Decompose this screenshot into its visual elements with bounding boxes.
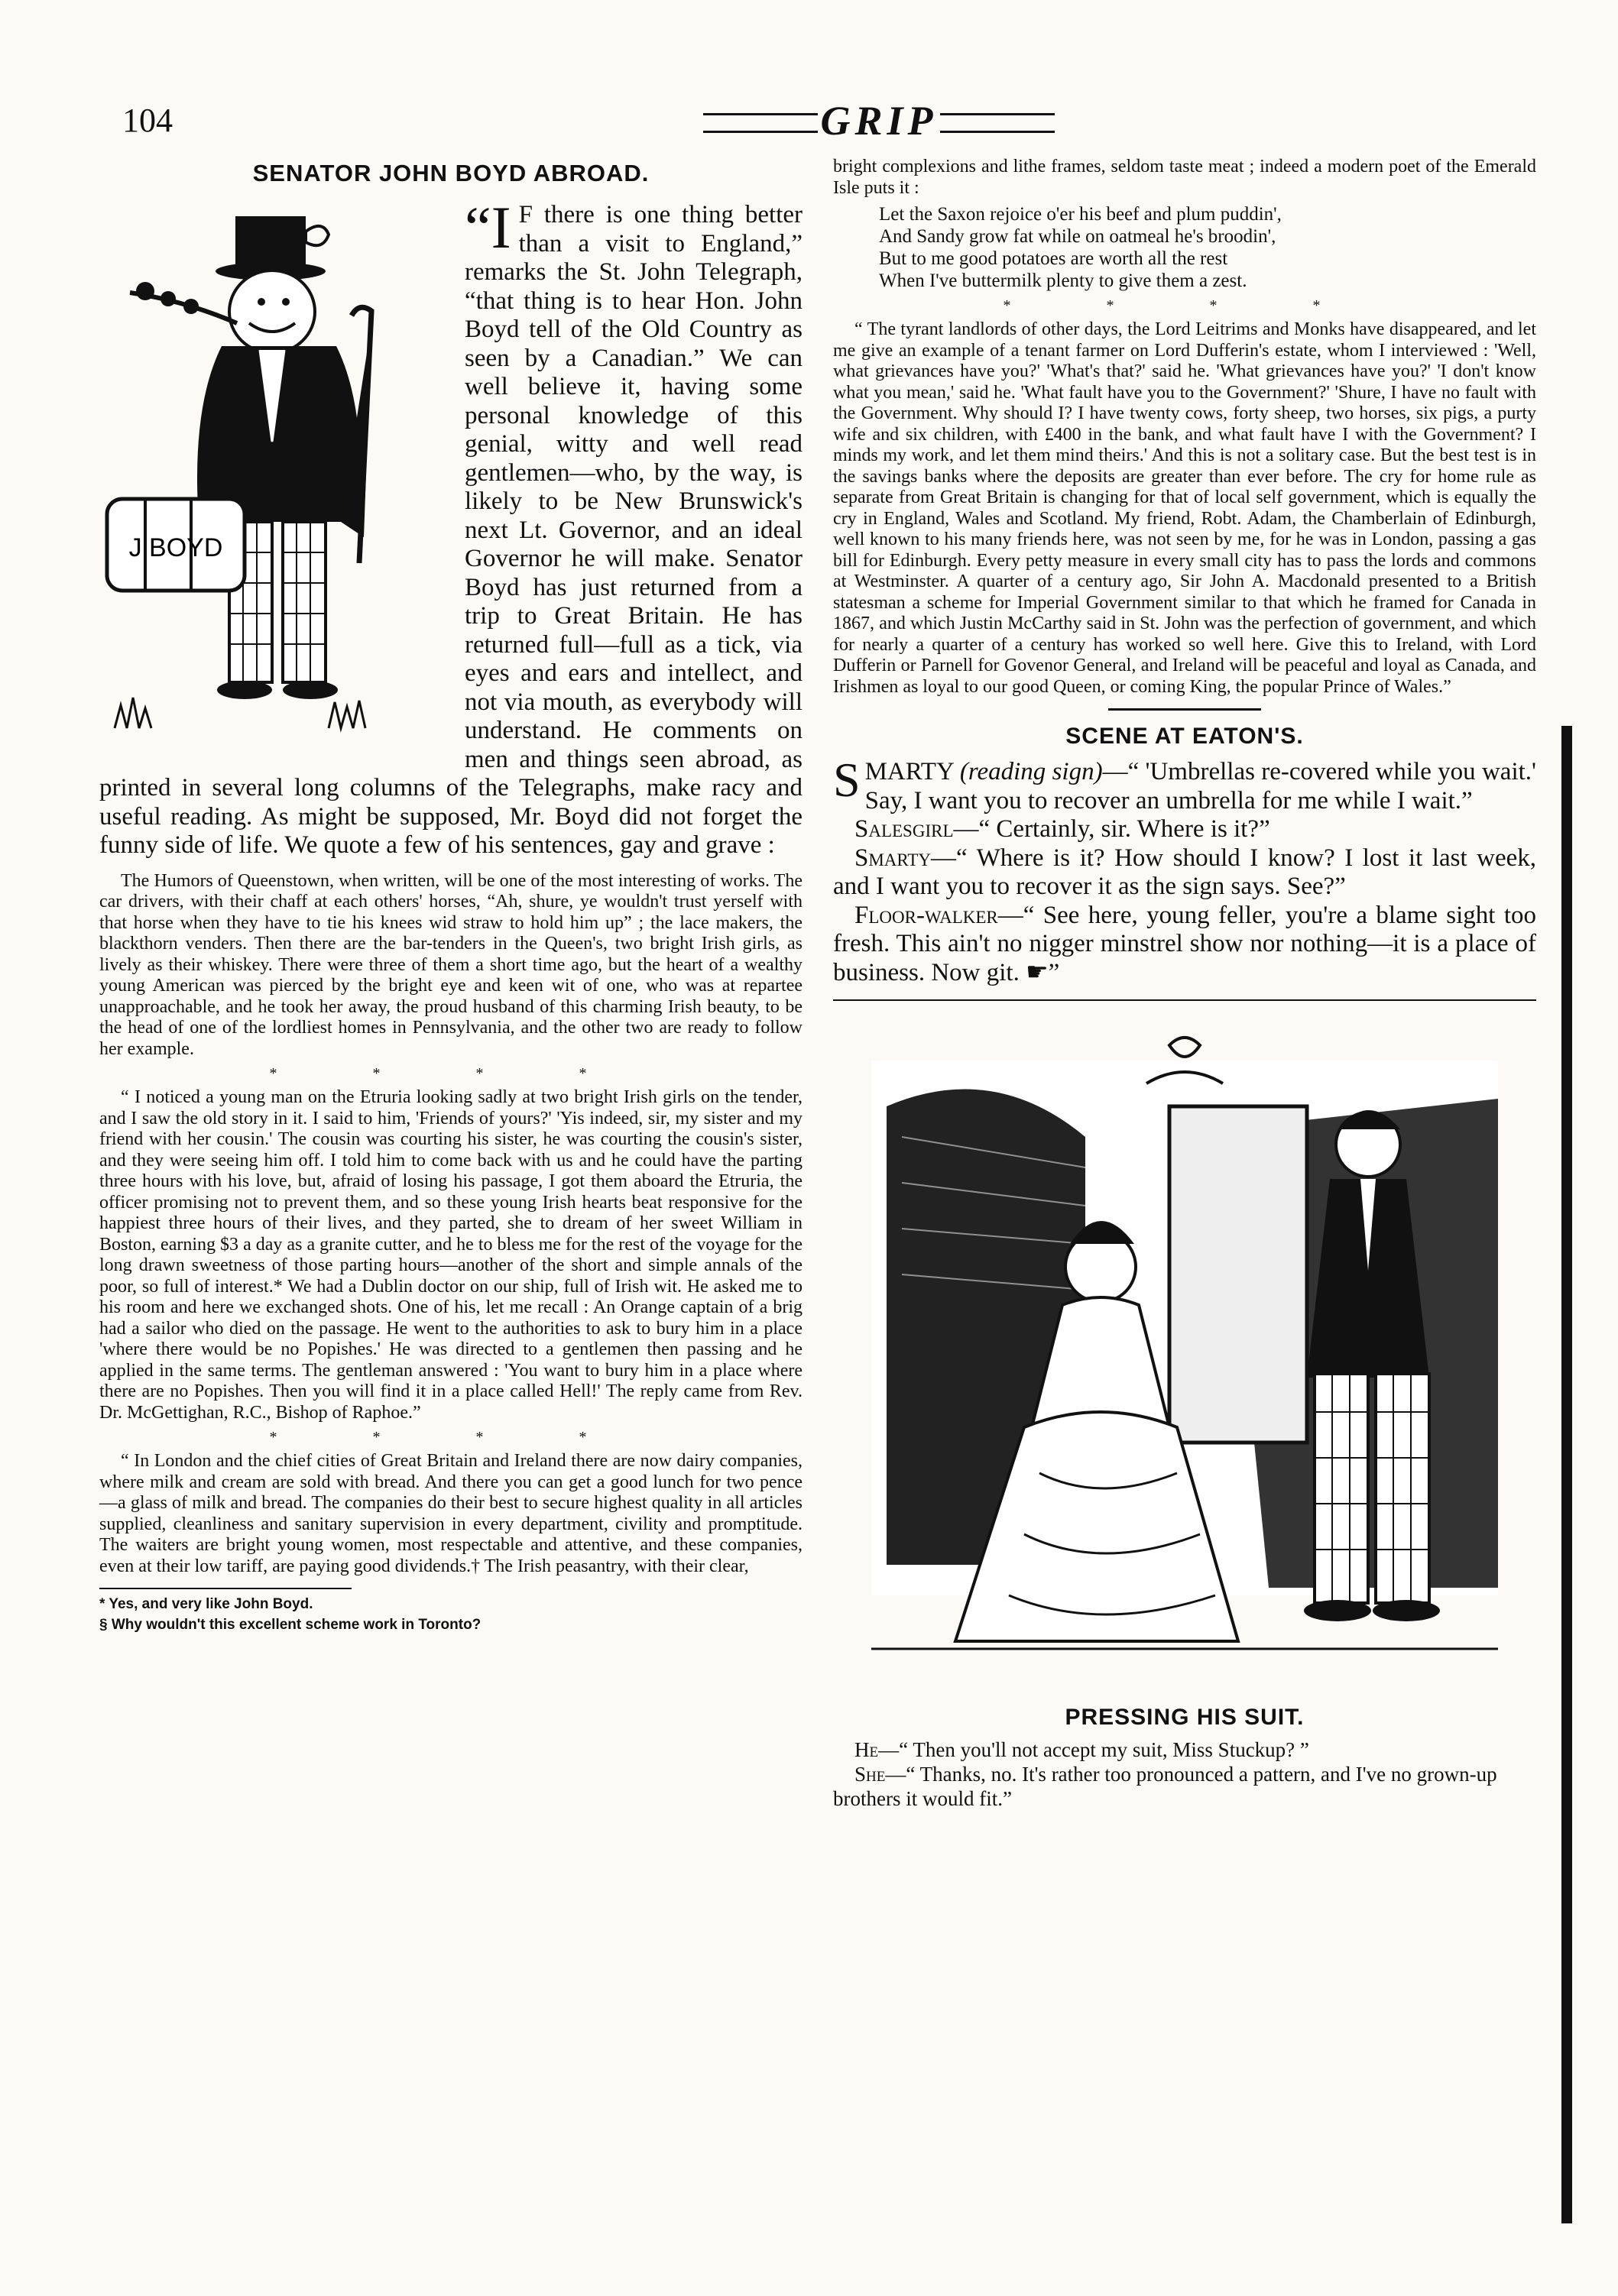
suit-caption-heading: PRESSING HIS SUIT.: [1065, 1705, 1305, 1730]
eaton-article-heading: SCENE AT EATON'S.: [1065, 724, 1304, 749]
right-column: [833, 157, 1536, 1811]
boyd-article-heading: SENATOR JOHN BOYD ABROAD.: [252, 160, 650, 186]
shoe-left: [217, 681, 272, 699]
shoe-right: [283, 681, 338, 699]
masthead-title: GRIP: [820, 98, 938, 144]
suit-he-line: [833, 1737, 1536, 1762]
section-stars: * * * *: [1003, 297, 1367, 314]
poem-verse: [879, 203, 1536, 292]
boyd-caricature: [99, 201, 451, 759]
grass-tufts: [115, 698, 365, 728]
boyd-paragraph-queenstown: The Humors of Queenstown, when written, will be one of the most interesting of works. The car drivers, with their chaff at each others' horses, “Ah, shure, ye wouldn't trust yerself with that horse when they have to tie his knees wid straw to hold him up” ; the lace makers, the blackthorn venders. Then there are the bar-tenders in the Queen's, two bright Irish girls, as lively as their whiskey. There were three of them a short time ago, but the heart of a wealthy young American was pierced by the bright eye and keen wit of one, who was at repartee unapproachable, and he took her away, the proud husband of this charming Irish beauty, to be the head of one of the lordliest homes in Pennsylvania, and the other two are ready to follow her example.: [99, 870, 803, 1059]
shamrock-leaf: [183, 299, 199, 314]
eaton-drop-cap: S: [833, 753, 861, 807]
man-trouser-left: [1315, 1374, 1368, 1603]
man-trouser-right: [1376, 1374, 1429, 1603]
suit-she-line: [833, 1762, 1536, 1811]
boyd-paragraph-landlords: “ The tyrant landlords of other days, the Lord Leitrims and Monks have disappeared, and let me give an example of a tenant farmer on Lord Dufferin's estate, whom I interviewed : 'Well, what grievances have you?' 'What's that?' said he. 'What grievances have you?' 'I don't know what you mean,' said he. 'What fault have you to the Government?' 'Shure, I have no fault with the Government. Why should I? I have twenty cows, forty sheep, two horses, six pigs, a purty wife and six children, with £400 in the bank, and what fault have I with the Government? I minds my work, and let them mind theirs.' And this is not a solitary case. But the best test is in the savings banks where the deposits are greater than ever before. The cry for home rule as separate from Great Britain is changing for that of local self government, which is equally the cry in England, Wales and Scotland. My friend, Robt. Adam, the Chamberlain of Edinburgh, well known to his many friends here, was not seen by me, for he was in London, passing a gas bill for Edinburgh. Every petty measure in every small city has to pass the lords and commons at Westminster. A quarter of a century ago, Sir John A. Macdonald presented to a British statesman a scheme for Imperial Government similar to that which he framed for Canada in 1867, and which Justin McCarthy said in St. John was the perfection of government, and which for nearly a quarter of a century has worked so well here. Give this to Ireland, with Lord Dufferin or Parnell for Govenor General, and Ireland will be peaceful and loyal as Canada, and Irishmen as loyal to our good Queen, or coming King, the popular Prince of Wales.”: [833, 319, 1536, 697]
mirror-frame: [1169, 1106, 1307, 1443]
boyd-paragraph-dairy: “ In London and the chief cities of Great Britain and Ireland there are now dairy companies, where milk and cream are sold with bread. And there you can get a good lunch for two pence —a glass of milk and bread. The companies do their best to secure highest quality in all articles supplied, cleanliness and sanitary supervision in every department, civility and promptitude. The waiters are bright young women, most respectable and attentive, and these companies, even at their low tariff, are paying good dividends.† The Irish peasantry, with their clear,: [99, 1451, 803, 1576]
footnote-rule: [99, 1588, 352, 1589]
suit-scene-drawing: [841, 1015, 1529, 1695]
eye-right: [282, 298, 290, 306]
eaton-line-3-text: —“ Where is it? How should I know? I lost it last week, and I want you to recover it as the sign says. See?”: [833, 844, 1536, 900]
face: [229, 270, 315, 353]
shamrock-leaf: [161, 291, 176, 306]
drop-cap: [465, 194, 511, 261]
eaton-line-4: [833, 902, 1536, 988]
eaton-line-2: [833, 815, 1536, 844]
suit-he-text: —“ Then you'll not accept my suit, Miss Stuckup? ”: [878, 1738, 1309, 1761]
masthead-rule-right: [940, 113, 1055, 133]
eaton-line-4-text: —“ See here, young feller, you're a blame sight too fresh. This ain't no nigger minstrel show nor nothing—it is a place of business. Now git. ☛”: [833, 901, 1536, 986]
shamrock-leaf: [136, 282, 154, 300]
section-stars: * * * *: [269, 1429, 633, 1446]
speaker-salesgirl: Salesgirl: [854, 815, 954, 843]
lead-quote-mark: “: [465, 194, 491, 261]
top-hat: [235, 216, 306, 270]
boyd-paragraph-etruria: “ I noticed a young man on the Etruria looking sadly at two bright Irish girls on the tender, and I saw the old story in it. I said to him, 'Friends of yours?' 'Yis indeed, sir, my sister and my friend with her cousin.' The cousin was courting his sister, he was courting the cousin's sister, and they were seeing him off. I told him to come back with us and he could have the parting three hours with his love, but, afraid of losing his passage, I got them aboard the Etruria, the officer promising not to prevent them, and so these young Irish hearts beat responsive for the happiest three hours of their lives, and they parted, she to dream of her sweet William in Boston, earning $3 a day as a granite cutter, and he to bless me for the rest of the voyage for the long drawn sweetness of those parting hours—another of the short and simple annals of the poor, so full of interest.* We had a Dublin doctor on our ship, full of Irish wit. He asked me to his room and here we exchanged shots. One of his, let me recall : An Orange captain of a brig had a sailor who died on the passage. He went to the authorities to ask to bury him in a place 'where there would be no Popishes.' He was directed to a gentlemen then passing and he applied in the same terms. The gentleman answered : 'You want to bury him in a place where there are no Popishes. Then you will find it in a place called Hell!' The reply came from Rev. Dr. McGettighan, R.C., Bishop of Raphoe.”: [99, 1087, 803, 1423]
speaker-floor-walker: Floor-walker: [854, 901, 998, 929]
verse-line: But to me good potatoes are worth all the rest: [879, 248, 1228, 269]
boyd-continuation: bright complexions and lithe frames, seldom taste meat ; indeed a modern poet of the Emerald Isle puts it :: [833, 157, 1536, 198]
boyd-lead-text: F there is one thing better than a visit to England,” remarks the St. John Telegraph, “that thing is to hear Hon. John Boyd tell of the Old Country as seen by a Canadian.” We can well believe it, having some personal knowledge of this genial, witty and well read gentlemen—who, by the way, is likely to be New Brunswick's next Lt. Governor, and an ideal Governor he will make. Senator Boyd has just returned from a trip to Great Britain. He has returned full—full as a tick, via eyes and ears and intellect, and not via mouth, as everybody will understand. He comments on men and things seen abroad, as printed in several long columns of the Telegraphs, make racy and useful reading. As might be supposed, Mr. Boyd did not forget the funny side of life. We quote a few of his sentences, gay and grave :: [99, 201, 803, 859]
verse-line: When I've buttermilk plenty to give them a zest.: [879, 270, 1247, 291]
man-shoe-left: [1304, 1600, 1371, 1621]
eye-left: [258, 298, 265, 306]
boyd-caricature-drawing: [99, 201, 451, 759]
hat-flower: [306, 226, 329, 245]
left-column: [99, 157, 803, 1635]
stage-direction: (reading sign): [959, 758, 1103, 785]
eaton-line-1-text: —“ 'Umbrellas re-covered while you wait.' Say, I want you to recover an umbrella for me while I wait.”: [864, 758, 1536, 814]
man-shoe-right: [1373, 1600, 1440, 1621]
column-edge-rule: [1561, 726, 1572, 2223]
masthead: [122, 98, 1559, 144]
page-number: 104: [122, 102, 173, 139]
footnote-2: § Why wouldn't this excellent scheme work in Toronto?: [99, 1617, 482, 1633]
verse-line: And Sandy grow fat while on oatmeal he's broodin',: [879, 226, 1276, 247]
article-separator: [1108, 708, 1261, 711]
speaker-she: She: [854, 1763, 886, 1786]
lead-cap-letter: I: [491, 194, 511, 261]
illustration-rule: [833, 999, 1536, 1001]
eaton-line-1: [833, 753, 1536, 815]
suit-she-text: —“ Thanks, no. It's rather too pronounced a pattern, and I've no grown-up brothers it would fit.”: [833, 1763, 1497, 1810]
trouser-leg-right: [283, 522, 326, 682]
eaton-line-3: [833, 844, 1536, 902]
masthead-rule-left: [703, 113, 818, 133]
verse-line: Let the Saxon rejoice o'er his beef and plum puddin',: [879, 204, 1282, 225]
footnote-1: * Yes, and very like John Boyd.: [99, 1596, 313, 1612]
section-stars: * * * *: [269, 1065, 633, 1082]
speaker-he: He: [854, 1738, 879, 1761]
speaker-smarty: MARTY: [864, 758, 954, 785]
eaton-line-2-text: —“ Certainly, sir. Where is it?”: [953, 815, 1270, 843]
pressing-suit-illustration: [841, 1015, 1529, 1695]
masthead-title-block: [703, 98, 1055, 144]
speaker-smarty: Smarty: [854, 844, 932, 872]
bag-label: J BOYD: [128, 533, 223, 562]
